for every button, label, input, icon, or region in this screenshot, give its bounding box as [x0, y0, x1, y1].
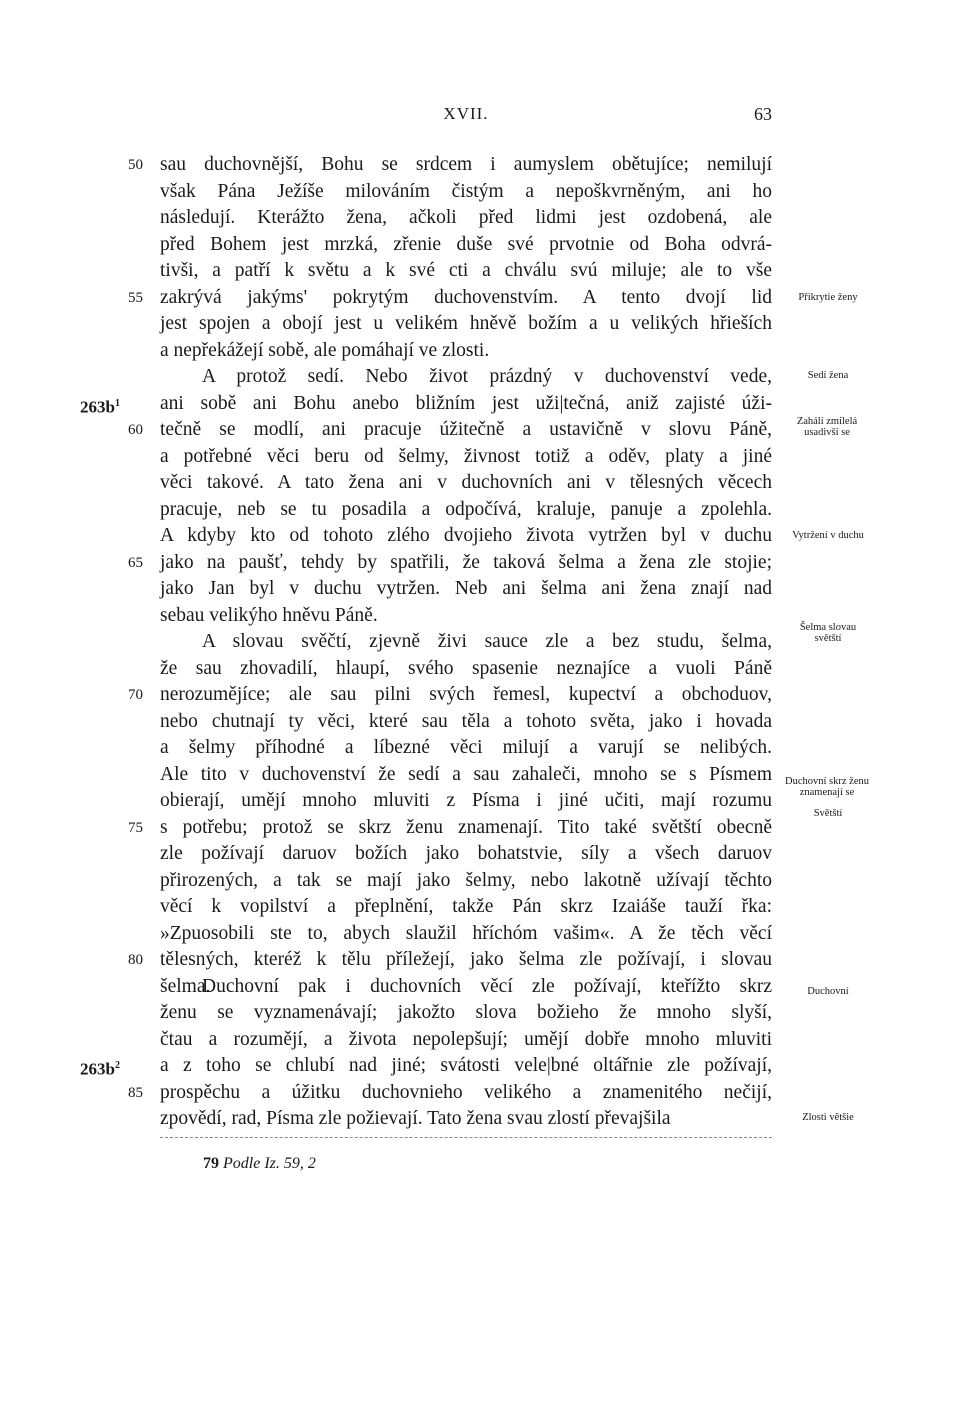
text-line: jest spojen a obojí jest u velikém hněvě božím a u velikých hřieších: [160, 313, 772, 334]
text-line: před Bohem jest mrzká, zřenie duše své prvotnie od Boha odvrá-: [160, 233, 772, 255]
text-line: sau duchovnější, Bohu se srdcem i aumyslem obětujíce; nemilují: [160, 154, 772, 175]
line-number: 65: [128, 554, 143, 571]
text-line: nerozumějíce; ale sau pilni svých řemesl, kupectví a obchoduov,: [160, 684, 772, 705]
page-header: [160, 100, 772, 130]
text-line: A protož sedí. Nebo život prázdný v duchovenství vede,: [202, 366, 772, 387]
text-line: s potřebu; protož se skrz ženu znamenají. Tito také světští obecně: [160, 816, 772, 838]
text-line: ženu se vyznamenávají; jakožto slova božieho že mnoho slyší,: [160, 1002, 772, 1023]
text-line: Ale tito v duchovenství že sedí a sau zahaleči, mnoho se s Písmem: [160, 763, 772, 785]
folio-sup: 1: [114, 397, 120, 409]
line-number: 50: [128, 157, 143, 173]
margin-note: Duchovní: [807, 986, 849, 997]
margin-note: Světští: [813, 808, 843, 819]
text-line: prospěchu a úžitku duchovnieho velikého a znamenitého nečijí,: [160, 1081, 772, 1103]
line-number: 55: [128, 289, 143, 306]
text-line: sebau velikýho hněvu Páně.: [160, 604, 378, 626]
text-line: A slovau svěčtí, zjevně živi sauce zle a bez studu, šelma,: [202, 631, 772, 652]
line-number: 60: [128, 422, 143, 438]
text-line: a nepřekážejí sobě, ale pomáhají ve zlosti.: [160, 339, 490, 361]
text-line: jako Jan byl v duchu vytržen. Neb ani šelma ani žena znají nad: [160, 578, 772, 599]
text-line: tečně se modlí, ani pracuje úžitečně a ustavičně v slovu Páně,: [160, 419, 772, 440]
text-line: »Zpuosobili ste to, abych slaužil hříchóm vašim«. A že těch věcí: [160, 922, 772, 944]
footnote: [203, 1155, 316, 1173]
text-line: jako na paušť, tehdy by spatřili, že taková šelma a žena zle stojie;: [160, 551, 772, 573]
text-line: však Pána Ježíše milováním čistým a nepoškvrněným, ani ho: [160, 180, 772, 202]
margin-note: Sedí žena: [807, 370, 849, 381]
text-line: a šelmy příhodné a líbezné věci milují a varují se nelibých.: [160, 737, 772, 758]
text-line: přirozených, a tak se mají jako šelmy, nebo lakotně užívají těchto: [160, 869, 772, 891]
text-line: věci takové. A tato žena ani v duchovních ani v tělesných věcech: [160, 472, 772, 493]
folio-sup: 2: [114, 1060, 120, 1071]
text-line: ani sobě ani Bohu anebo bližním jest uži|tečná, aniž zajisté úži-: [160, 392, 772, 414]
line-number: 70: [128, 687, 143, 703]
text-line: zakrývá jakýms' pokrytým duchovenstvím. A tento dvojí lid: [160, 286, 772, 308]
margin-note: Zlosti většie: [802, 1112, 854, 1123]
footnote-rule: [160, 1137, 772, 1138]
text-line: že sau zhovadilí, hlaupí, svého spasenie neznajíce a vuoli Páně: [160, 657, 772, 679]
text-line: A kdyby kto od tohoto zlého dvojieho života vytržen byl v duchu: [160, 525, 772, 546]
text-line: zle požívají daruov božích jako bohatstvie, síly a všech daruov: [160, 843, 772, 864]
folio-marker: [80, 391, 120, 421]
page-number: 63: [754, 104, 772, 124]
text-line: zpovědí, rad, Písma zle požievají. Tato žena svau zlostí převajšila: [160, 1108, 671, 1129]
text-line: tělesných, kteréž k tělu příležejí, jako šelma zle požívají, i slovau: [160, 949, 772, 970]
margin-note: Zahálí zmilelá usadivši se: [796, 416, 858, 438]
margin-note: Přikrytie ženy: [798, 292, 858, 303]
text-line: tivši, a patří k světu a k své cti a chválu svú miluje; ale to vše: [160, 260, 772, 281]
folio-main: 263b: [80, 1059, 115, 1079]
margin-note: Duchovní skrz ženu znamenají se: [785, 776, 869, 798]
text-line: a potřebné věci beru od šelmy, živnost totiž a oděv, platy a jiné: [160, 445, 772, 467]
line-number: 75: [128, 819, 143, 836]
text-line: věcí k vopilství a přeplnění, takže Pán skrz Izaiáše tauží řka:: [160, 896, 772, 917]
footnote-number: 79: [203, 1155, 219, 1172]
folio-main: 263b: [80, 397, 115, 417]
running-title: XVII.: [443, 104, 489, 123]
footnote-text: Podle Iz. 59, 2: [223, 1155, 316, 1172]
line-number: 80: [128, 952, 143, 968]
text-line: nebo chutnají ty věci, které sau těla a tohoto světa, jako i hovada: [160, 710, 772, 732]
text-line: Duchovní pak i duchovních věcí zle požívají, kteřížto skrz: [202, 975, 772, 997]
text-line: následují. Kterážto žena, ačkoli před lidmi jest ozdobená, ale: [160, 207, 772, 228]
margin-note: Šelma slovau světští: [799, 622, 857, 644]
text-line: obierají, umějí mnoho mluviti z Písma i jiné učiti, mají rozumu: [160, 790, 772, 811]
line-number: 85: [128, 1084, 143, 1101]
folio-marker: [80, 1053, 120, 1083]
text-line: šelma.: [160, 975, 211, 997]
text-line: a z toho se chlubí nad jiné; svátosti vele|bné oltářnie zle požívají,: [160, 1055, 772, 1076]
margin-note: Vytržení v duchu: [792, 530, 864, 541]
text-line: pracuje, neb se tu posadila a odpočívá, kraluje, panuje a zpolehla.: [160, 498, 772, 520]
text-line: čtau a rozumějí, a života nepolepšují; umějí dobře mnoho mluviti: [160, 1028, 772, 1050]
